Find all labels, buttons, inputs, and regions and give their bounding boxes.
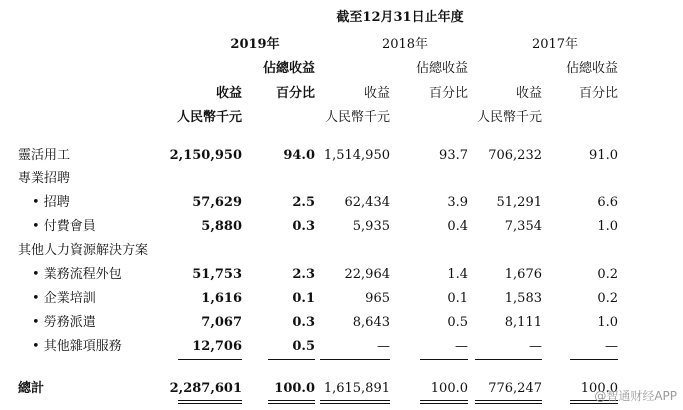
revenue-header-2019: 收益 (215, 86, 242, 101)
pct-header-2019-line2: 百分比 (275, 86, 315, 101)
cell: 0.2 (597, 291, 618, 306)
subtotal-rule (475, 359, 542, 360)
period-title: 截至12月31日止年度 (336, 10, 464, 25)
row-label-bpo: • 業務流程外包 (32, 267, 122, 282)
cell: 1,583 (504, 291, 542, 306)
total-double-rule (268, 400, 315, 404)
total-cell: 776,247 (488, 381, 542, 396)
row-label-recruitment: • 招聘 (32, 195, 70, 210)
cell: 12,706 (192, 339, 242, 354)
dash-cell: — (455, 339, 468, 354)
cell: 93.7 (439, 148, 468, 163)
pct-header-2018-line1: 佔總收益 (415, 61, 468, 76)
pct-header-2017-line2: 百分比 (578, 86, 618, 101)
cell: 0.3 (292, 315, 315, 330)
watermark: @智通财经APP (594, 389, 677, 403)
row-label-labor-dispatch: • 勞務派遣 (32, 315, 96, 330)
subtotal-rule (178, 359, 242, 360)
cell: 7,354 (504, 219, 542, 234)
row-label-misc-services: • 其他雜項服務 (32, 339, 122, 354)
cell: 57,629 (192, 195, 242, 210)
total-cell: 100.0 (274, 381, 315, 396)
subtotal-rule (268, 359, 315, 360)
pct-header-2019-line1: 佔總收益 (262, 61, 315, 76)
row-label-corporate-training: • 企業培訓 (32, 291, 96, 306)
subtotal-rule (320, 359, 390, 360)
subtotal-rule (420, 359, 468, 360)
total-double-rule (178, 400, 242, 404)
cell: 94.0 (283, 148, 315, 163)
cell: 2,150,950 (169, 148, 242, 163)
cell: 0.3 (292, 219, 315, 234)
cell: 0.2 (597, 267, 618, 282)
year-2017: 2017年 (531, 37, 579, 52)
total-double-rule (420, 400, 468, 404)
cell: 91.0 (589, 148, 618, 163)
revenue-header-2018: 收益 (363, 86, 390, 101)
cell: 5,935 (352, 219, 390, 234)
total-double-rule (475, 400, 542, 404)
cell: 0.5 (447, 315, 468, 330)
cell: 0.1 (447, 291, 468, 306)
cell: 2.3 (292, 267, 315, 282)
cell: 1,514,950 (323, 148, 390, 163)
cell: 2.5 (292, 195, 315, 210)
cell: 8,643 (352, 315, 390, 330)
cell: 5,880 (201, 219, 242, 234)
dash-cell: — (605, 339, 618, 354)
pct-header-2018-line2: 百分比 (428, 86, 468, 101)
cell: 965 (365, 291, 390, 306)
cell: 7,067 (201, 315, 242, 330)
cell: 1,616 (201, 291, 242, 306)
dash-cell: — (529, 339, 542, 354)
cell: 706,232 (488, 148, 542, 163)
row-label-other-hr-solutions: 其他人力資源解決方案 (18, 243, 149, 258)
cell: 6.6 (597, 195, 618, 210)
cell: 1.4 (447, 267, 468, 282)
total-cell: 1,615,891 (323, 381, 390, 396)
cell: 62,434 (344, 195, 390, 210)
cell: 0.1 (292, 291, 315, 306)
cell: 22,964 (344, 267, 390, 282)
cell: 1,676 (504, 267, 542, 282)
total-cell: 100.0 (580, 381, 618, 396)
total-cell: 100.0 (430, 381, 468, 396)
unit-2019: 人民幣千元 (176, 110, 242, 125)
cell: 0.5 (292, 339, 315, 354)
cell: 3.9 (447, 195, 468, 210)
subtotal-rule (570, 359, 618, 360)
total-cell: 2,287,601 (169, 381, 242, 396)
cell: 0.4 (447, 219, 468, 234)
dash-cell: — (377, 339, 390, 354)
revenue-header-2017: 收益 (515, 86, 542, 101)
row-label-flexible-staffing: 靈活用工 (18, 148, 71, 163)
cell: 51,291 (496, 195, 542, 210)
pct-header-2017-line1: 佔總收益 (565, 61, 618, 76)
cell: 1.0 (597, 315, 618, 330)
total-double-rule (320, 400, 390, 404)
row-label-paid-membership: • 付費會員 (32, 219, 96, 234)
year-2018: 2018年 (381, 37, 429, 52)
cell: 51,753 (192, 267, 242, 282)
unit-2018: 人民幣千元 (324, 110, 390, 125)
unit-2017: 人民幣千元 (476, 110, 542, 125)
year-2019: 2019年 (230, 37, 280, 52)
cell: 1.0 (597, 219, 618, 234)
row-label-total: 總計 (18, 381, 45, 396)
cell: 8,111 (504, 315, 542, 330)
row-label-professional-recruitment: 專業招聘 (18, 171, 71, 186)
